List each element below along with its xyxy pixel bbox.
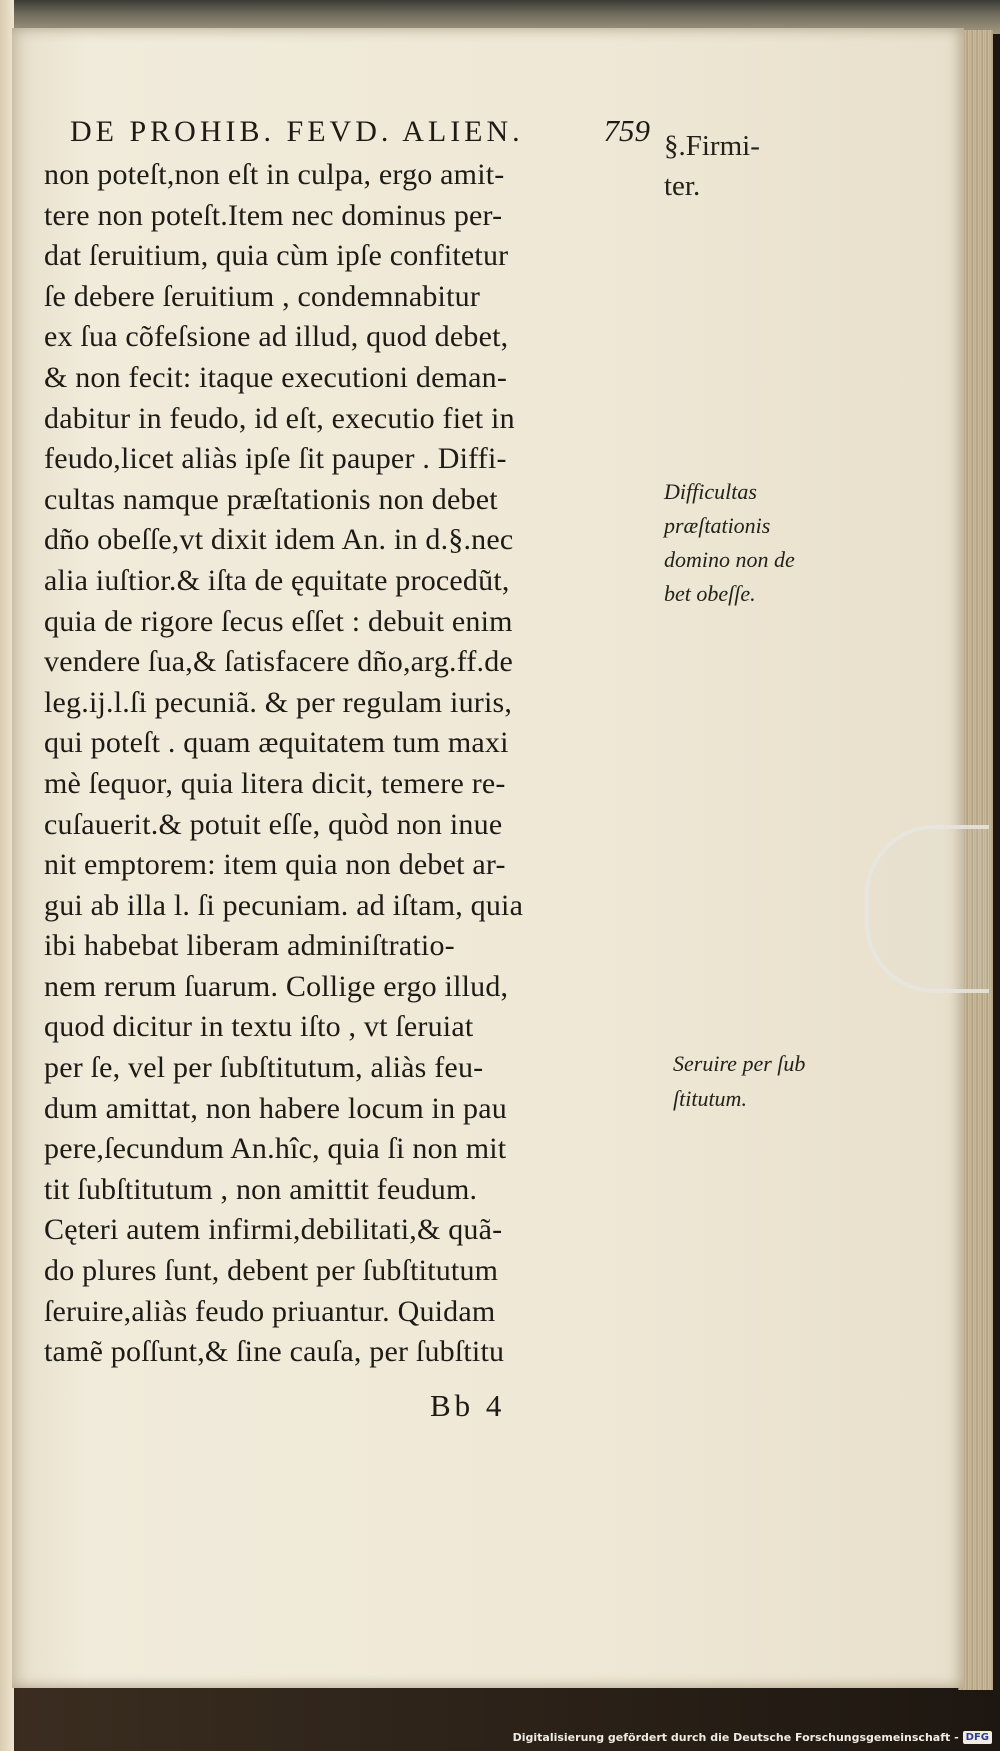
text-line: & non fecit: itaque executioni deman- [44,360,508,394]
credit-text: Digitalisierung gefördert durch die Deutsche Forschungsgemeinschaft - [512,1730,959,1744]
text-line: tere non poteſt.Item nec dominus per- [44,198,503,232]
text-line: cultas namque præſtationis non debet [44,482,498,516]
text-line: non poteſt,non eſt in culpa, ergo amit- [44,158,505,191]
running-head [70,113,650,153]
body-text [44,155,656,1373]
catchword-signature: Bb 4 [430,1388,506,1423]
digitization-credit [513,1727,992,1747]
margin-note-line: Seruire per ſub [673,1051,806,1076]
text-line: quod dicitur in textu iſto , vt ſeruiat [44,1010,474,1044]
text-line: nem rerum ſuarum. Collige ergo illud, [44,969,509,1003]
margin-note-difficultas [664,475,795,611]
margin-note-firmiter [664,126,760,206]
text-line: dño obeſſe,vt dixit idem An. in d.§.nec [44,523,514,557]
text-line: dat ſeruitium, quia cùm ipſe confitetur [44,239,509,273]
text-line: ſeruire,aliàs feudo priuantur. Quidam [44,1294,496,1328]
margin-note-line: ter. [664,170,701,202]
dfg-logo-icon: DFG [963,1731,992,1744]
text-line: qui poteſt . quam æquitatem tum maxi [44,726,509,760]
text-line: Cęteri autem infirmi,debilitati,& quã- [44,1213,503,1247]
text-line: dabitur in feudo, id eſt, executio fiet in [44,401,515,435]
text-line: quia de rigore ſecus eſſet : debuit enim [44,604,513,638]
text-line: nit emptorem: item quia non debet ar- [44,848,506,882]
margin-note-line: §.Firmi- [664,130,760,162]
text-line: per ſe, vel per ſubſtitutum, aliàs feu- [44,1051,484,1085]
margin-note-line: bet obeſſe. [664,581,756,606]
text-line: gui ab illa l. ſi pecuniam. ad iſtam, quia [44,888,524,922]
text-line: vendere ſua,& ſatisfacere dño,arg.ff.de [44,645,513,679]
text-line: alia iuſtior.& iſta de ęquitate procedũt, [44,563,510,597]
margin-note-line: Difficultas [664,479,757,504]
text-line: tit ſubſtitutum , non amittit feudum. [44,1172,478,1206]
margin-note-line: domino non de [664,547,795,572]
text-line: ex ſua cõfeſsione ad illud, quod debet, [44,320,509,354]
text-line: pere,ſecundum An.hîc, quia ſi non mit [44,1132,507,1166]
text-line: cuſauerit.& potuit eſſe, quòd non inue [44,807,503,841]
text-line: ſe debere ſeruitium , condemnabitur [44,279,481,313]
text-line: feudo,licet aliàs ipſe ſit pauper . Diffi- [44,442,507,476]
margin-note-line: ſtitutum. [673,1086,747,1111]
page-number: 759 [603,113,650,148]
text-line: ibi habebat liberam adminiſtratio- [44,929,455,963]
text-line: dum amittat, non habere locum in pau [44,1091,507,1125]
margin-note-seruire [673,1046,805,1116]
text-line: mè ſequor, quia litera dicit, temere re- [44,766,506,800]
text-line: leg.ij.l.ſi pecuniã. & per regulam iuris, [44,685,513,719]
text-line: do plures ſunt, debent per ſubſtitutum [44,1254,499,1288]
running-head-title: DE PROHIB. FEVD. ALIEN. [70,115,524,148]
page-clip [865,825,989,993]
margin-note-line: præſtationis [664,513,771,538]
text-line: tamẽ poſſunt,& ſine cauſa, per ſubſtitu [44,1335,505,1369]
